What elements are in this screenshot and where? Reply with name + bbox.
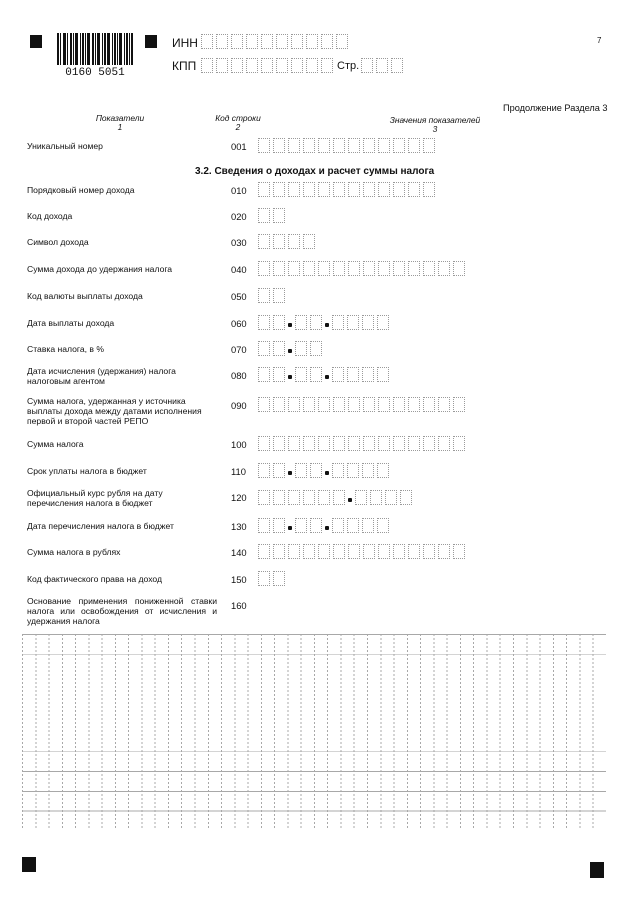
row-label-160: Основание применения пониженной ставки налога или освобождения от исчисления и удержания налога xyxy=(27,596,217,626)
row-label-110: Срок уплаты налога в бюджет xyxy=(27,466,147,476)
row-code-010: 010 xyxy=(231,185,247,196)
row-label-060: Дата выплаты дохода xyxy=(27,318,115,328)
barcode-number: 0160 5051 xyxy=(57,68,133,79)
row-label-090: Сумма налога, удержанная у источника выплаты дохода между датами исполнения первой и второй частей РЕПО xyxy=(27,396,202,426)
kpp-field[interactable] xyxy=(201,58,333,73)
field-tax-due-date[interactable] xyxy=(258,463,389,478)
row-label-030: Символ дохода xyxy=(27,237,89,247)
inn-field[interactable] xyxy=(201,34,348,49)
barcode xyxy=(57,33,133,77)
row-code-070: 070 xyxy=(231,344,247,355)
row-label-020: Код дохода xyxy=(27,211,73,221)
unique-number-field[interactable] xyxy=(258,138,435,153)
row-label-040: Сумма дохода до удержания налога xyxy=(27,264,173,274)
row-label-050: Код валюты выплаты дохода xyxy=(27,291,143,301)
inn-label: ИНН xyxy=(172,36,198,50)
row-label-010: Порядковый номер дохода xyxy=(27,185,135,195)
row-code-110: 110 xyxy=(231,466,246,477)
field-income-amount[interactable] xyxy=(258,261,465,276)
unique-number-code: 001 xyxy=(231,141,247,152)
field-tax-amount-rub[interactable] xyxy=(258,544,465,559)
row-code-160: 160 xyxy=(231,600,247,611)
field-income-symbol[interactable] xyxy=(258,234,315,249)
barcode-bars xyxy=(57,33,133,65)
row-code-050: 050 xyxy=(231,291,247,302)
corner-marker-bottom-right xyxy=(590,862,604,878)
field-tax-transfer-date[interactable] xyxy=(258,518,389,533)
corner-marker-top-mid xyxy=(145,35,157,48)
row-code-020: 020 xyxy=(231,211,247,222)
unique-number-label: Уникальный номер xyxy=(27,141,103,151)
page-field[interactable] xyxy=(361,58,403,73)
field-income-code[interactable] xyxy=(258,208,285,223)
row-label-100: Сумма налога xyxy=(27,439,84,449)
kpp-label: КПП xyxy=(172,59,197,73)
section-title: 3.2. Сведения о доходах и расчет суммы налога xyxy=(195,166,435,177)
continuation-note: Продолжение Раздела 3 xyxy=(503,103,608,113)
field-exchange-rate[interactable] xyxy=(258,490,412,505)
row-label-150: Код фактического права на доход xyxy=(27,574,163,584)
col-header-indicators: Показатели 1 xyxy=(95,113,145,132)
row-label-120: Официальный курс рубля на дату перечисления налога в бюджет xyxy=(27,488,163,508)
col-header-values: Значения показателей 3 xyxy=(389,115,481,134)
row-code-140: 140 xyxy=(231,547,247,558)
row-label-130: Дата перечисления налога в бюджет xyxy=(27,521,174,531)
page-label: Стр. xyxy=(337,60,360,72)
row-code-120: 120 xyxy=(231,492,247,503)
page-corner-number: 7 xyxy=(597,36,602,45)
row-label-080: Дата исчисления (удержания) налога налоговым агентом xyxy=(27,366,176,386)
field-repo-tax-amount[interactable] xyxy=(258,397,465,412)
corner-marker-bottom-left xyxy=(22,857,36,872)
row-label-140: Сумма налога в рублях xyxy=(27,547,121,557)
row-code-150: 150 xyxy=(231,574,247,585)
field-income-number[interactable] xyxy=(258,182,435,197)
row-code-040: 040 xyxy=(231,264,247,275)
field-currency-code[interactable] xyxy=(258,288,285,303)
row-code-090: 090 xyxy=(231,400,247,411)
reduced-rate-basis-field[interactable] xyxy=(22,634,606,830)
corner-marker-top-left xyxy=(30,35,42,48)
row-code-030: 030 xyxy=(231,237,247,248)
field-tax-rate[interactable] xyxy=(258,341,322,356)
row-code-130: 130 xyxy=(231,521,247,532)
field-tax-amount[interactable] xyxy=(258,436,465,451)
row-code-080: 080 xyxy=(231,370,247,381)
field-beneficial-right-code[interactable] xyxy=(258,571,285,586)
col-header-line-code: Код строки 2 xyxy=(215,113,261,132)
row-code-100: 100 xyxy=(231,439,247,450)
field-calculation-date[interactable] xyxy=(258,367,389,382)
row-code-060: 060 xyxy=(231,318,247,329)
row-label-070: Ставка налога, в % xyxy=(27,344,105,354)
field-payment-date[interactable] xyxy=(258,315,389,330)
